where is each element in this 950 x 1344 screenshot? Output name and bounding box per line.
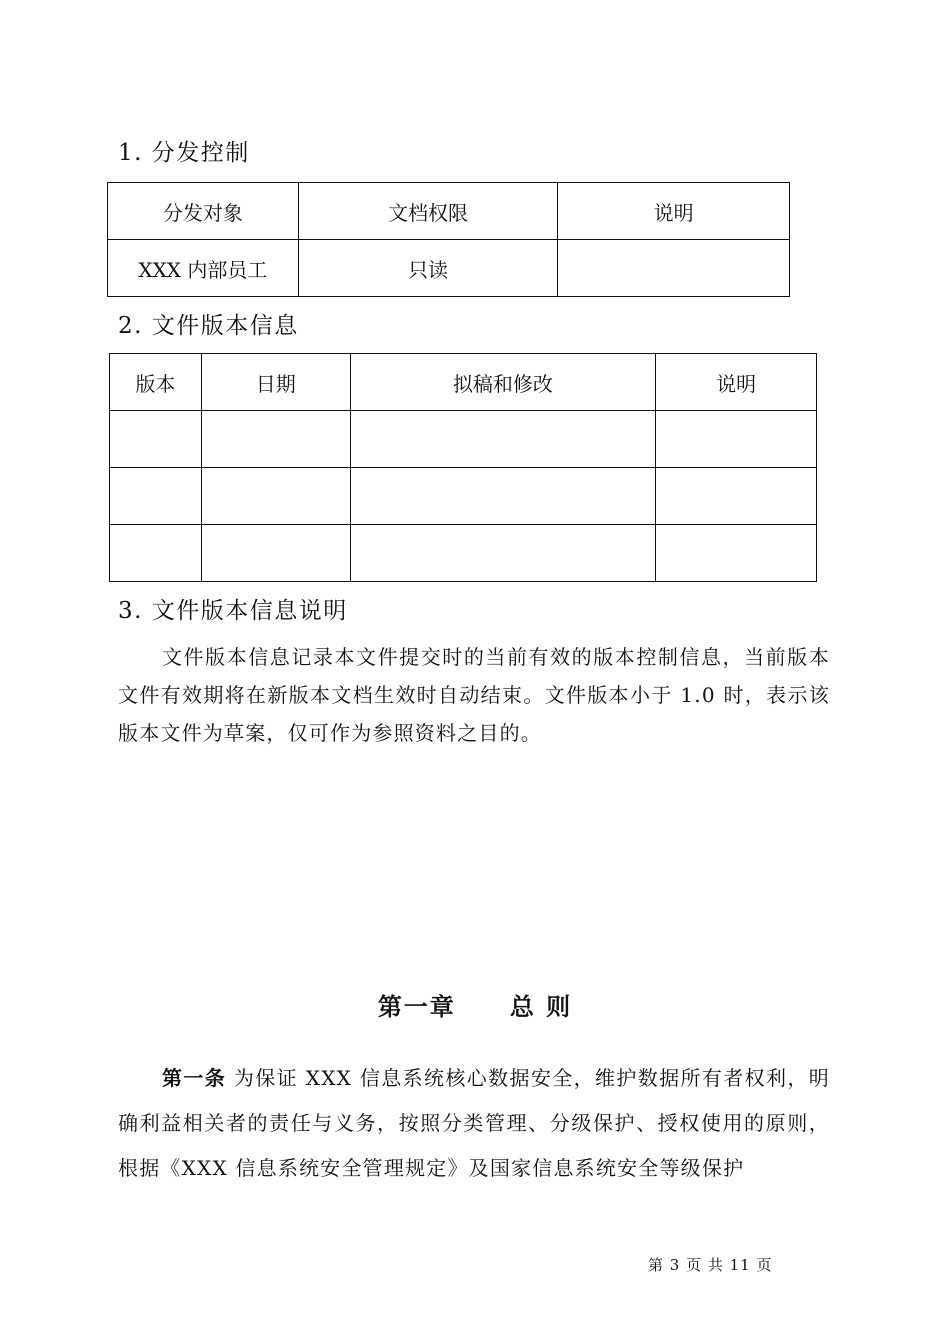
- version-note-paragraph: 文件版本信息记录本文件提交时的当前有效的版本控制信息，当前版本文件有效期将在新版本文档生效时自动结束。文件版本小于 1.0 时，表示该版本文件为草案，仅可作为参照资料之目的。: [118, 645, 830, 745]
- table-cell: [110, 468, 202, 525]
- version-info-table: [109, 353, 817, 582]
- chapter-title: [0, 987, 950, 1022]
- table-cell: [201, 468, 350, 525]
- table-header-cell: 分发对象: [108, 183, 299, 240]
- section-1-heading: 1. 分发控制: [118, 140, 250, 166]
- table-header-cell: 拟稿和修改: [350, 354, 656, 411]
- table-header-cell: 说明: [656, 354, 817, 411]
- section-3-heading: 3. 文件版本信息说明: [118, 598, 348, 624]
- table-header-cell: 文档权限: [298, 183, 558, 240]
- table-cell: [656, 468, 817, 525]
- page-number: 第 3 页 共 11 页: [648, 1256, 773, 1274]
- table-cell: [110, 411, 202, 468]
- table-cell: [656, 411, 817, 468]
- table-cell: [656, 525, 817, 582]
- chapter-number: 第一章: [377, 992, 456, 1021]
- table-cell: [558, 240, 790, 297]
- table-cell: [350, 411, 656, 468]
- table-row: [110, 525, 817, 582]
- section-2-heading: 2. 文件版本信息: [118, 313, 299, 339]
- table-cell: 只读: [298, 240, 558, 297]
- table-cell: [350, 468, 656, 525]
- table-cell: [350, 525, 656, 582]
- table-cell: [110, 525, 202, 582]
- table-cell: XXX 内部员工: [108, 240, 299, 297]
- distribution-control-table: [107, 182, 790, 297]
- article-label: 第一条: [162, 1066, 227, 1090]
- chapter-name: 总 则: [509, 992, 573, 1021]
- table-header-cell: 版本: [110, 354, 202, 411]
- article-text: 为保证 XXX 信息系统核心数据安全，维护数据所有者权利，明确利益相关者的责任与义务，按照分类管理、分级保护、授权使用的原则，根据《XXX 信息系统安全管理规定》及国家信息系统安全等级保护: [118, 1066, 830, 1180]
- table-cell: [201, 411, 350, 468]
- table-header-cell: 日期: [201, 354, 350, 411]
- table-row: [110, 468, 817, 525]
- table-cell: [201, 525, 350, 582]
- table-row: [108, 240, 790, 297]
- table-row: [110, 411, 817, 468]
- table-header-cell: 说明: [558, 183, 790, 240]
- article-1-paragraph: [118, 1056, 830, 1191]
